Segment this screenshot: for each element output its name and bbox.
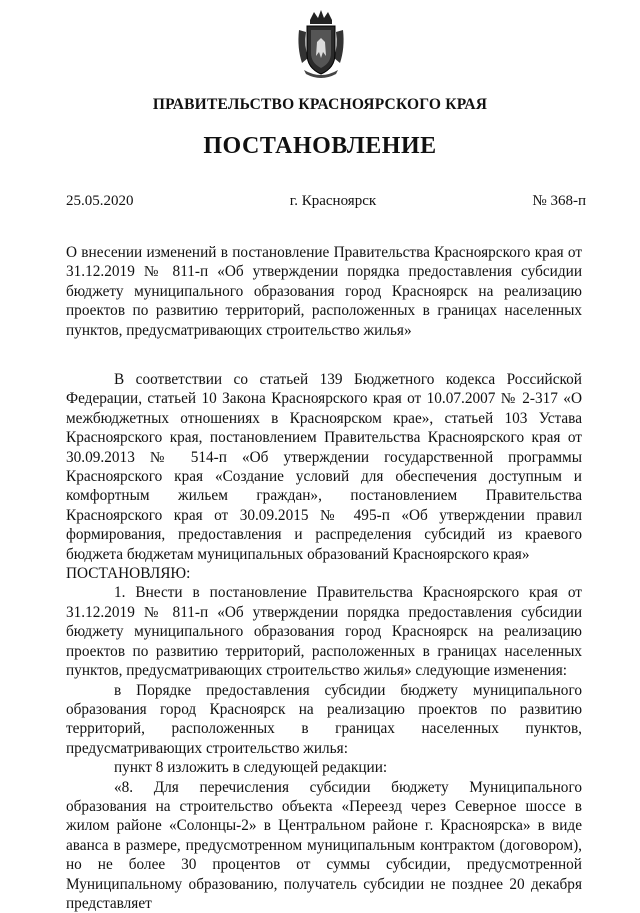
item-1-paragraph: 1. Внести в постановление Правительства Красноярского края от 31.12.2019 № 811-п «Об утверждении порядка предоставления субсидии бюджету муниципального образования город Красноярск на реализацию проектов по развитию территорий, расположенных в границах населенных пунктов, предусматривающих строительство жилья» следующие изменения: [66, 584, 582, 680]
document-number: № 368-п [532, 193, 586, 209]
item-1-subparagraph: в Порядке предоставления субсидии бюджету муниципального образования город Красноярск на реализацию проектов по развитию территорий, расположенных в границах населенных пунктов, предусматривающих строительство жилья: [66, 681, 582, 757]
coat-of-arms-icon [296, 8, 346, 80]
document-meta [66, 193, 586, 210]
document-date: 25.05.2020 [66, 193, 134, 209]
document-body [66, 370, 582, 913]
document-subject: О внесении изменений в постановление Правительства Красноярского края от 31.12.2019 № 811-п «Об утверждении порядка предоставления субсидии бюджету муниципального образования город Красноярск на реализацию проектов по развитию территорий, расположенных в границах населенных пунктов, предусматривающих строительство жилья» [66, 244, 582, 339]
point-8-intro: пункт 8 изложить в следующей редакции: [114, 759, 388, 777]
resolve-keyword: ПОСТАНОВЛЯЮ: [66, 565, 191, 583]
document-city: г. Красноярск [289, 193, 377, 209]
document-type: ПОСТАНОВЛЕНИЕ [203, 133, 437, 159]
preamble-paragraph: В соответствии со статьей 139 Бюджетного кодекса Российской Федерации, статьей 10 Закона Красноярского края от 10.07.2007 № 2-317 «О межбюджетных отношениях в Красноярском крае», статьей 103 Устава Красноярского края, постановлением Правительства Красноярского края от 30.09.2013 № 514-п «Об утверждении государственной программы Красноярского края «Создание условий для обеспечения доступным и комфортным жильем граждан», постановлением Правительства Красноярского края от 30.09.2015 № 495-п «Об утверждении правил формирования, предоставления и распределения субсидий из краевого бюджета бюджетам муниципальных образований Красноярского края» [66, 371, 582, 563]
point-8-text: «8. Для перечисления субсидии бюджету Муниципального образования на строительство объекта «Переезд через Северное шоссе в жилом районе «Солонцы-2» в Центральном районе г. Красноярска» в виде аванса в размере, предусмотренном муниципальным контрактом (договором), но не более 30 процентов от суммы субсидии, предусмотренной Муниципальному образованию, получатель субсидии не позднее 20 декабря представляет [66, 778, 582, 912]
organization-name: ПРАВИТЕЛЬСТВО КРАСНОЯРСКОГО КРАЯ [152, 96, 488, 113]
